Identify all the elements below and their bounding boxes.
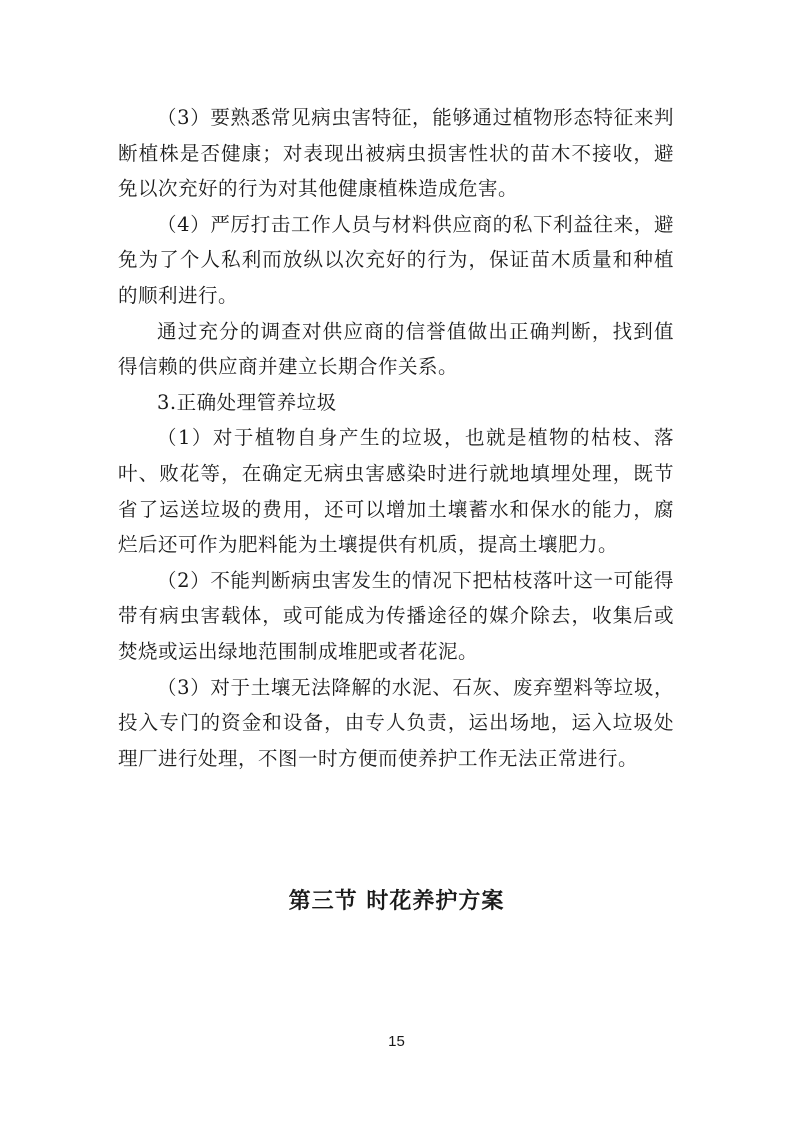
paragraph-inspection-pests: （3）要熟悉常见病虫害特征，能够通过植物形态特征来判断植株是否健康；对表现出被病虫损害性状的苗木不接收，避免以次充好的行为对其他健康植株造成危害。 xyxy=(118,106,674,201)
paragraph-supplier-credit: 通过充分的调查对供应商的信誉值做出正确判断，找到值得信赖的供应商并建立长期合作关系。 xyxy=(118,319,674,379)
body-text xyxy=(118,100,674,776)
paragraph-plant-waste: （1）对于植物自身产生的垃圾，也就是植物的枯枝、落叶、败花等，在确定无病虫害感染时进行就地填埋处理，既节省了运送垃圾的费用，还可以增加土壤蓄水和保水的能力，腐烂后还可作为肥料能为土壤提供有机质，提高土壤肥力。 xyxy=(118,426,674,557)
page-number: 15 xyxy=(388,1033,405,1050)
paragraph-diseased-litter: （2）不能判断病虫害发生的情况下把枯枝落叶这一可能得带有病虫害载体，或可能成为传播途径的媒介除去，收集后或焚烧或运出绿地范围制成堆肥或者花泥。 xyxy=(118,568,674,663)
paragraph-non-degradable-waste: （3）对于土壤无法降解的水泥、石灰、废弃塑料等垃圾，投入专门的资金和设备，由专人负责，运出场地，运入垃圾处理厂进行处理，不图一时方便而使养护工作无法正常进行。 xyxy=(118,675,674,770)
paragraph-anti-collusion: （4）严厉打击工作人员与材料供应商的私下利益往来，避免为了个人私利而放纵以次充好的行为，保证苗木质量和种植的顺利进行。 xyxy=(118,212,674,307)
subheading-waste-handling: 3.正确处理管养垃圾 xyxy=(157,390,337,414)
section-title: 第三节 时花养护方案 xyxy=(288,889,505,914)
